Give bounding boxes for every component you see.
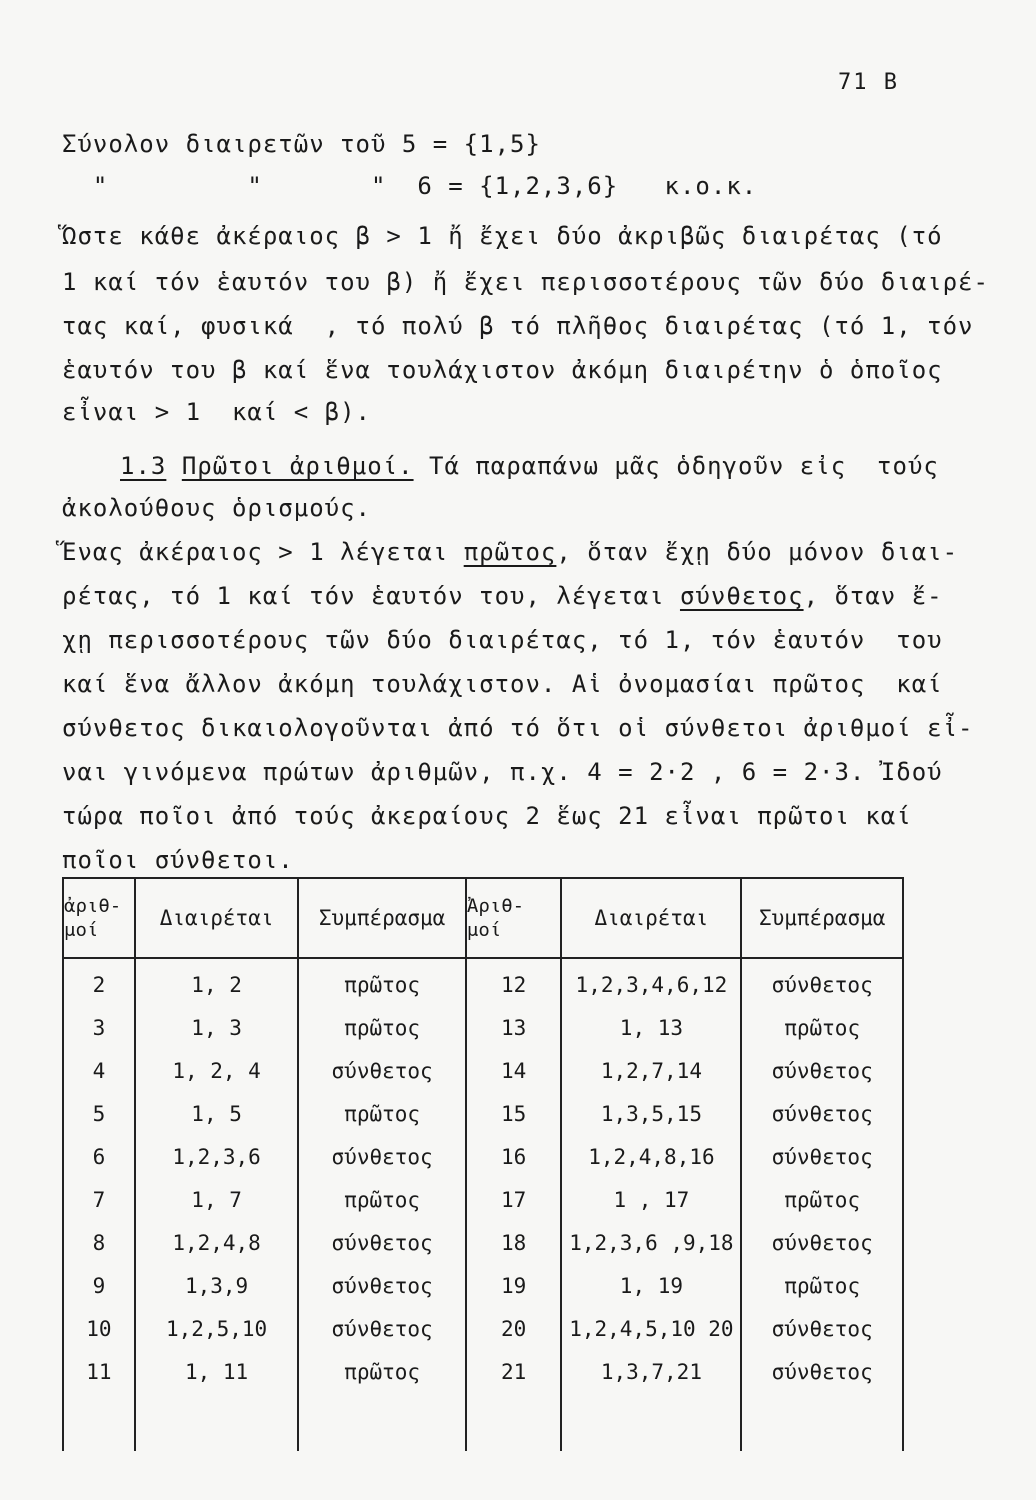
text-line: σύνθετος δικαιολογοῦνται ἀπό τό ὅτι οἱ σύνθετοι ἀριθμοί εἶ- — [62, 714, 974, 742]
table-cell: 14 — [466, 1049, 562, 1092]
empty-cell — [135, 1393, 298, 1451]
header-label: Ἀριθ- μοί — [466, 895, 525, 941]
text-line: ἑαυτόν του β καί ἕνα τουλάχιστον ἀκόμη διαιρέτην ὁ ὁποῖος — [62, 356, 943, 384]
table-header-row — [63, 878, 903, 958]
text-fragment: ρέτας, τό 1 καί τόν ἑαυτόν του, λέγεται — [62, 582, 680, 610]
header-label: Συμπέρασμα — [318, 906, 446, 930]
table-cell: πρῶτος — [741, 1264, 903, 1307]
table-cell: 13 — [466, 1006, 562, 1049]
text-line: καί ἕνα ἄλλον ἀκόμη τουλάχιστον. Αἱ ὀνομασίαι πρῶτος καί — [62, 670, 943, 698]
table-cell: 3 — [63, 1006, 135, 1049]
text-line: ναι γινόμενα πρώτων ἀριθμῶν, π.χ. 4 = 2·2 , 6 = 2·3. Ἰδού — [62, 758, 943, 786]
table-cell: 11 — [63, 1350, 135, 1393]
table-cell: 1, 2 — [135, 958, 298, 1006]
table-cell: 1, 13 — [561, 1006, 741, 1049]
text-fragment: , ὅταν ἔ- — [803, 582, 943, 610]
header-conclusion — [741, 878, 903, 958]
section-number: 1.3 — [120, 452, 167, 480]
text-fragment: Ἕνας ἀκέραιος > 1 λέγεται — [62, 538, 464, 566]
term-prime: πρῶτος — [463, 538, 557, 566]
text-line: " " " 6 = {1,2,3,6} κ.ο.κ. — [62, 172, 758, 200]
table-row — [63, 1221, 903, 1264]
table-cell: 1,2,4,8 — [135, 1221, 298, 1264]
table-cell: σύνθετος — [298, 1307, 466, 1350]
table-cell: 1,3,5,15 — [561, 1092, 741, 1135]
text-line: Σύνολον διαιρετῶν τοῦ 5 = {1,5} — [62, 130, 541, 158]
table-row — [63, 1307, 903, 1350]
table-row — [63, 1350, 903, 1393]
table-cell: σύνθετος — [741, 1092, 903, 1135]
table-cell: 9 — [63, 1264, 135, 1307]
table-cell: 1, 7 — [135, 1178, 298, 1221]
table-cell: πρῶτος — [741, 1178, 903, 1221]
text-line: ποῖοι σύνθετοι. — [62, 846, 294, 874]
divisors-table — [62, 877, 904, 1451]
table-cell: σύνθετος — [741, 1307, 903, 1350]
table-cell: 4 — [63, 1049, 135, 1092]
header-conclusion — [298, 878, 466, 958]
text-line: Ὥστε κάθε ἀκέραιος β > 1 ἤ ἔχει δύο ἀκριβῶς διαιρέτας (τό — [62, 222, 943, 250]
table-cell: 17 — [466, 1178, 562, 1221]
table-cell: 19 — [466, 1264, 562, 1307]
empty-cell — [298, 1393, 466, 1451]
text-line: εἶναι > 1 καί < β). — [62, 398, 371, 426]
text-fragment: , ὅταν ἔχῃ δύο μόνον διαι- — [556, 538, 959, 566]
table-cell: 1, 3 — [135, 1006, 298, 1049]
table-row — [63, 1092, 903, 1135]
table-cell: 16 — [466, 1135, 562, 1178]
header-label: ἀριθ- μοί — [64, 895, 122, 941]
text-line: τας καί, φυσικά , τό πολύ β τό πλῆθος διαιρέτας (τό 1, τόν — [62, 312, 974, 340]
table-cell: σύνθετος — [741, 1221, 903, 1264]
table-cell: 1,2,3,6 ,9,18 — [561, 1221, 741, 1264]
text-line: τώρα ποῖοι ἀπό τούς ἀκεραίους 2 ἕως 21 εἶναι πρῶτοι καί — [62, 802, 912, 830]
term-composite: σύνθετος — [679, 582, 804, 610]
table-cell: σύνθετος — [741, 1135, 903, 1178]
table-cell: 1,2,7,14 — [561, 1049, 741, 1092]
table-cell: 5 — [63, 1092, 135, 1135]
table-cell: πρῶτος — [298, 958, 466, 1006]
text-line — [62, 582, 943, 610]
section-heading — [120, 452, 939, 480]
table-row — [63, 1178, 903, 1221]
empty-cell — [63, 1393, 135, 1451]
header-numbers — [466, 878, 562, 958]
table-cell: 1, 11 — [135, 1350, 298, 1393]
table-cell: 10 — [63, 1307, 135, 1350]
empty-cell — [561, 1393, 741, 1451]
table-cell: 1,3,9 — [135, 1264, 298, 1307]
header-numbers — [63, 878, 135, 958]
table-row — [63, 1135, 903, 1178]
table-row — [63, 1264, 903, 1307]
table-cell: σύνθετος — [741, 958, 903, 1006]
table-cell: 12 — [466, 958, 562, 1006]
table-cell: πρῶτος — [298, 1178, 466, 1221]
table-cell: 1,2,3,6 — [135, 1135, 298, 1178]
table-cell: πρῶτος — [298, 1006, 466, 1049]
section-title: Πρῶτοι ἀριθμοί. — [181, 452, 414, 480]
text-line — [62, 538, 958, 566]
table-cell: σύνθετος — [298, 1135, 466, 1178]
table-cell: 2 — [63, 958, 135, 1006]
header-label: Διαιρέται — [159, 906, 274, 930]
empty-cell — [741, 1393, 903, 1451]
header-label: Συμπέρασμα — [758, 906, 886, 930]
table-cell: 1, 2, 4 — [135, 1049, 298, 1092]
table-filler-row — [63, 1393, 903, 1451]
table-cell: 15 — [466, 1092, 562, 1135]
table-cell: 18 — [466, 1221, 562, 1264]
empty-cell — [466, 1393, 562, 1451]
heading-rest: Τά παραπάνω μᾶς ὁδηγοῦν εἰς τούς — [413, 452, 939, 480]
table-cell: σύνθετος — [298, 1221, 466, 1264]
table-cell: 6 — [63, 1135, 135, 1178]
table-cell: 1 , 17 — [561, 1178, 741, 1221]
table-cell: σύνθετος — [741, 1049, 903, 1092]
table-cell: 1,3,7,21 — [561, 1350, 741, 1393]
table-cell: πρῶτος — [298, 1092, 466, 1135]
header-label: Διαιρέται — [594, 906, 709, 930]
table-cell: 1, 19 — [561, 1264, 741, 1307]
text-line: 1 καί τόν ἑαυτόν του β) ἤ ἔχει περισσοτέρους τῶν δύο διαιρέ- — [62, 268, 989, 296]
table-row — [63, 1049, 903, 1092]
table-cell: 8 — [63, 1221, 135, 1264]
table-cell: 1,2,4,8,16 — [561, 1135, 741, 1178]
table-cell: 21 — [466, 1350, 562, 1393]
table-cell: 1,2,4,5,10 20 — [561, 1307, 741, 1350]
table-row — [63, 1006, 903, 1049]
text-line: χῃ περισσοτέρους τῶν δύο διαιρέτας, τό 1, τόν ἑαυτόν του — [62, 626, 943, 654]
table-row — [63, 958, 903, 1006]
table-cell: σύνθετος — [298, 1049, 466, 1092]
table-cell: 1,2,5,10 — [135, 1307, 298, 1350]
table-cell: 1, 5 — [135, 1092, 298, 1135]
table-cell: πρῶτος — [741, 1006, 903, 1049]
table-cell: πρῶτος — [298, 1350, 466, 1393]
table-cell: 7 — [63, 1178, 135, 1221]
header-divisors — [135, 878, 298, 958]
header-divisors — [561, 878, 741, 958]
text-line: ἀκολούθους ὁρισμούς. — [62, 494, 371, 522]
table-cell: 1,2,3,4,6,12 — [561, 958, 741, 1006]
table-cell: σύνθετος — [298, 1264, 466, 1307]
table-cell: 20 — [466, 1307, 562, 1350]
table-cell: σύνθετος — [741, 1350, 903, 1393]
page-number: 71 B — [838, 70, 899, 95]
